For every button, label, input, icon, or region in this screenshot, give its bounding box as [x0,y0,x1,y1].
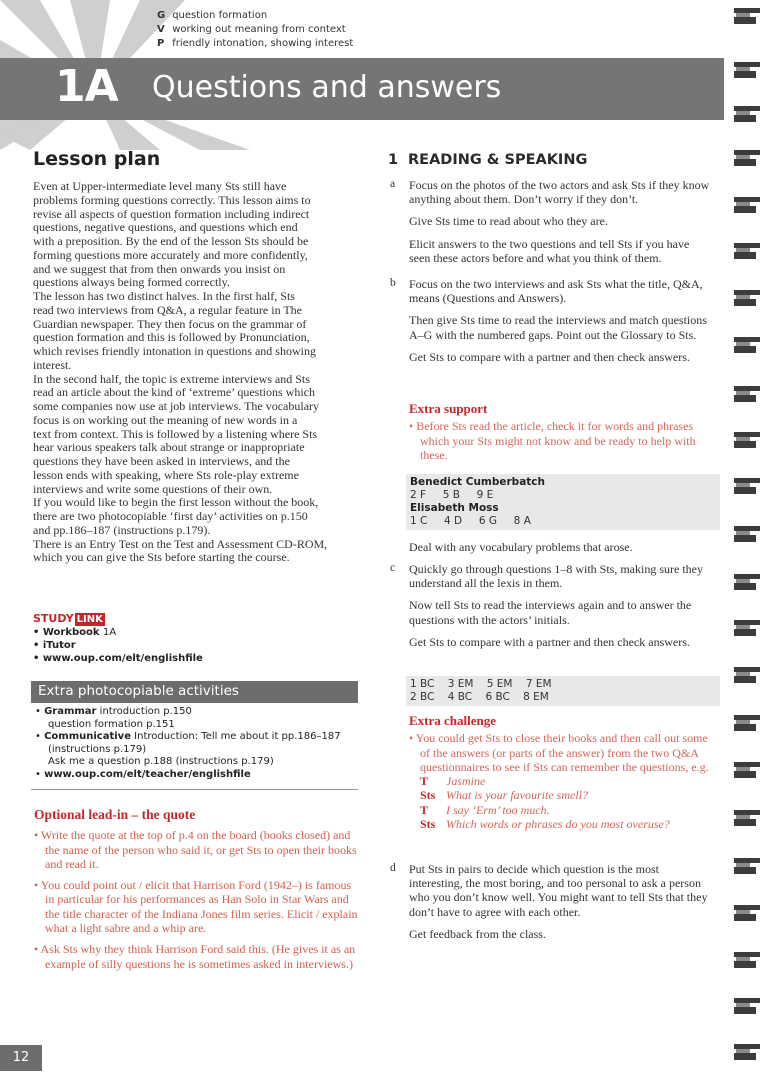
lesson-plan-line: The lesson has two distinct halves. In the first half, Sts [33,289,295,303]
optional-lead-in-heading: Optional lead-in – the quote [34,807,196,822]
lesson-plan-line: question formation and this is followed by Pronunciation, [33,330,310,345]
epa-link[interactable]: • www.oup.com/elt/teacher/englishfile [35,768,251,780]
lesson-plan-line: forming questions more accurately and more confidently, [33,247,308,262]
lesson-plan-line: with a preposition. By the end of the lesson Sts should be [33,234,309,248]
epa-item: question formation p.151 [48,718,175,730]
edge-tab [734,810,764,832]
extra-support-heading: Extra support [409,401,488,416]
lesson-plan-line: questions, negative questions, and questions which end [33,220,298,235]
edge-tab [734,998,764,1020]
step-letter: c [390,562,396,574]
lesson-plan-line: some companies now use at job interviews. The vocabulary [33,399,320,413]
edge-tab [734,1044,764,1066]
lesson-plan-line: interest. [33,357,72,372]
optional-bullet: • You could point out / elicit that Harrison Ford (1942–) is famous in particular for his performances as Han Solo in Star Wars and the title character of the Indiana Jones film series. Elicit / explain what a light sabre and a whip are. [34,878,358,936]
edge-tab [734,574,764,596]
lesson-plan-line: and pp.186–187 (instructions p.179). [33,522,211,537]
epa-item: (instructions p.179) [48,743,147,755]
answer-box-b: Benedict Cumberbatch 2 F 5 B 9 E Elisabeth Moss 1 C 4 D 6 G 8 A [406,474,720,530]
topic-pronunciation: P friendly intonation, showing interest [157,38,354,49]
edge-tab [734,243,764,265]
topic-vocabulary: V working out meaning from context [157,24,346,35]
divider [31,789,358,790]
edge-tab [734,952,764,974]
epa-item: • Communicative Introduction: Tell me about it pp.186–187 [35,731,341,742]
edge-tab [734,290,764,312]
after-answers-b: Deal with any vocabulary problems that arose. [409,540,633,554]
lesson-plan-line: which revises friendly intonation in questions and showing [33,344,316,358]
step-c: Quickly go through questions 1–8 with Sts, making sure they understand all the lexis in them. Now tell Sts to read the interviews again and to answer the questions with the actors’ initials. Get Sts to compare with a partner and then check answers. [409,562,703,649]
step-letter: a [390,178,396,190]
edge-tab [734,478,764,500]
optional-lead-in [34,808,359,978]
edge-tab [734,715,764,737]
lesson-plan-line: text from context. This is followed by a listening where Sts [33,426,318,441]
extra-challenge-bullet: • You could get Sts to close their books and then call out some of the answers (or parts of the answer) from the two Q&A questionnaires to see if Sts can remember the questions, e.g. [409,731,709,774]
optional-bullet: • Write the quote at the top of p.4 on the board (books closed) and the name of the person who said it, or get Sts to open their books and read it. [34,828,357,871]
lesson-plan-line: interviews and write some questions of their own. [33,481,273,496]
edge-tab [734,62,764,84]
lesson-plan-line: Guardian newspaper. They then focus on the grammar of [33,316,307,331]
edge-tab [734,432,764,454]
lesson-plan-line: and we suggest that from then onwards you insist on [33,261,286,276]
study-link-item[interactable]: • iTutor [33,640,76,651]
topic-grammar: G question formation [157,10,268,21]
lesson-plan-line: If you would like to begin the first lesson without the book, [33,495,319,510]
edge-tab [734,106,764,128]
lesson-plan-line: there are two photocopiable ‘first day’ activities on p.150 [33,509,308,523]
lesson-plan-line: read an article about the kind of ‘extreme’ questions which [33,385,316,400]
edge-tab [734,337,764,359]
lesson-plan-line: In the second half, the topic is extreme interviews and Sts [33,371,310,386]
unit-title: Questions and answers [152,70,502,105]
edge-tab [734,8,764,30]
step-letter: d [390,862,396,874]
study-link [33,612,203,665]
unit-number: 1A [55,61,118,112]
lesson-plan-line: focus is on working out the meaning of new words in a [33,412,298,427]
extra-challenge-heading: Extra challenge [409,713,497,728]
lesson-plan-heading: Lesson plan [33,148,161,170]
edge-tab [734,150,764,172]
step-d: Put Sts in pairs to decide which question is the most interesting, the most boring, and too personal to ask a person who you don’t know well. You might want to tell Sts that they don’t have to agree with each other. Get feedback from the class. [409,862,708,941]
reading-speaking-heading: 1 READING & SPEAKING [388,152,588,168]
epa-item: • Grammar introduction p.150 [35,706,192,717]
lesson-topics [157,9,353,51]
extra-photocopiable-banner: Extra photocopiable activities [31,681,358,703]
lesson-plan-line: read two interviews from Q&A, a regular feature in The [33,302,303,317]
extra-support-bullet: • Before Sts read the article, check it for words and phrases which your Sts might not know and be ready to help with these. [409,419,696,462]
edge-tab [734,197,764,219]
lesson-plan-line: Even at Upper-intermediate level many Sts still have [33,179,287,193]
page-number: 12 [0,1045,42,1071]
lesson-plan-line: revise all aspects of question formation including indirect [33,206,310,221]
lesson-plan-line: problems forming questions correctly. This lesson aims to [33,192,311,207]
study-link-item[interactable]: • Workbook 1A [33,627,117,638]
edge-tab [734,620,764,642]
lesson-plan-line: lesson ends with speaking, where Sts role-play extreme [33,467,299,482]
extra-photocopiable-list [35,706,341,781]
lesson-plan-line: hear various speakers talk about strange or inappropriate [33,440,305,455]
example-dialogue: T Jasmine Sts What is your favourite smell? T I say ‘Erm’ too much. Sts Which words or phrases do you most overuse? [420,774,670,831]
edge-tab [734,858,764,880]
edge-tab [734,386,764,408]
optional-bullet: • Ask Sts why they think Harrison Ford said this. (He gives it as an example of silly questions he is sometimes asked in interviews.) [34,942,356,971]
edge-tab [734,762,764,784]
lesson-plan-line: questions they have been asked in interviews, and the [33,454,290,468]
edge-tab [734,667,764,689]
answer-box-c: 1 BC 3 EM 5 EM 7 EM 2 BC 4 BC 6 BC 8 EM [406,676,720,706]
edge-tab [734,526,764,548]
edge-tab [734,905,764,927]
lesson-plan-line: There is an Entry Test on the Test and Assessment CD-ROM, [33,536,328,551]
epa-item: Ask me a question p.188 (instructions p.179) [48,756,274,767]
step-letter: b [390,277,396,289]
study-link-url[interactable]: • www.oup.com/elt/englishfile [33,653,203,664]
edge-tabs [734,0,764,1080]
unit-banner [0,58,724,120]
extra-support [409,402,713,462]
step-a: Focus on the photos of the two actors and ask Sts if they know anything about them. Don’t worry if they don’t. Give Sts time to read about who they are. Elicit answers to the two questions and tell Sts if you have seen these actors before and what you think of them. [409,178,710,265]
extra-challenge [409,714,713,831]
lesson-plan-line: questions always being formed correctly. [33,275,230,290]
study-link-heading: STUDY LINK [33,612,103,625]
step-b: Focus on the two interviews and ask Sts what the title, Q&A, means (Questions and Answers). Then give Sts time to read the interviews and match questions A–G with the numbered gaps. Point out the Glossary to Sts. Get Sts to compare with a partner and then check answers. [409,277,707,364]
lesson-plan-line: which you can give the Sts before starting the course. [33,550,290,565]
lesson-plan-text [33,180,363,565]
